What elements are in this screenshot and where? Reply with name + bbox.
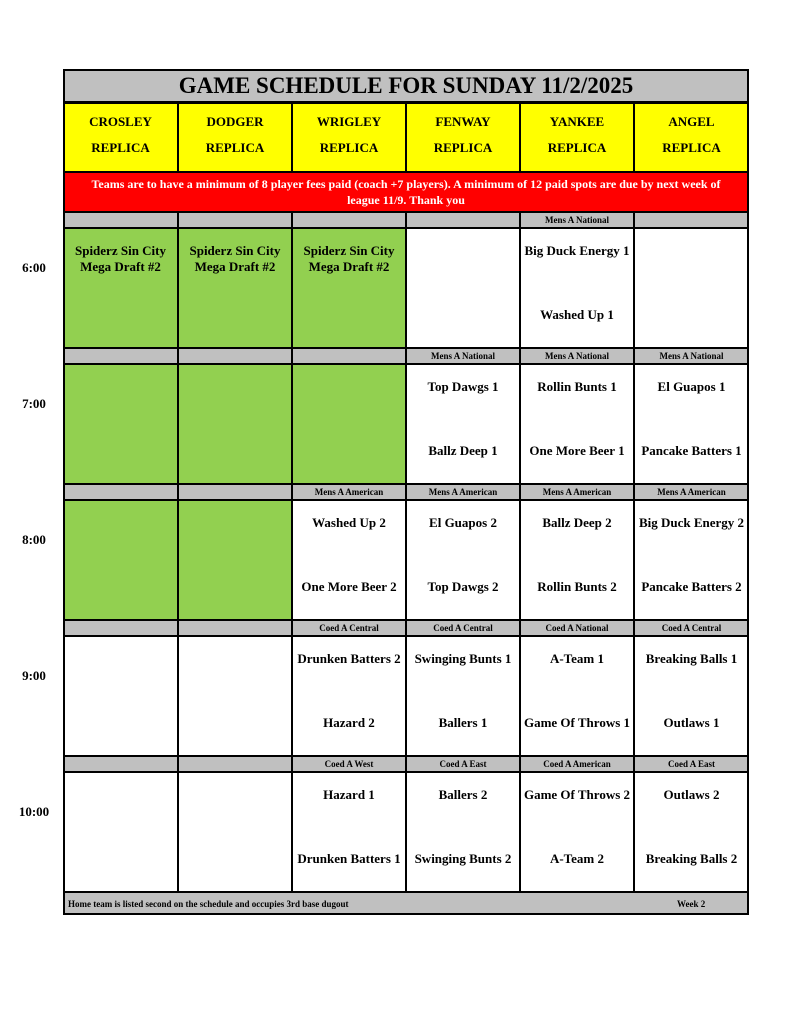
division-label: Mens A American [292, 484, 406, 500]
field-name: ANGEL [668, 114, 715, 129]
division-label [406, 212, 520, 228]
division-label [178, 348, 292, 364]
field-header-angel [634, 103, 749, 172]
home-team: Rollin Bunts 2 [537, 579, 617, 594]
page-title: GAME SCHEDULE FOR SUNDAY 11/2/2025 [63, 69, 749, 103]
field-subtitle: REPLICA [319, 140, 379, 155]
division-label: Coed A East [634, 756, 749, 772]
field-name: DODGER [206, 114, 264, 129]
field-header-yankee [520, 103, 634, 172]
home-team: Drunken Batters 1 [297, 851, 401, 866]
division-label: Mens A American [406, 484, 520, 500]
visiting-team: Spiderz Sin City Mega Draft #2 [189, 243, 281, 274]
division-label: Coed A Central [292, 620, 406, 636]
home-team-note: Home team is listed second on the schedule and occupies 3rd base dugout [68, 899, 349, 909]
division-label [634, 212, 749, 228]
field-name: FENWAY [435, 114, 491, 129]
division-label [63, 212, 178, 228]
game-cell [292, 228, 406, 348]
game-cell [63, 636, 178, 756]
division-label [178, 212, 292, 228]
field-header-crosley [63, 103, 178, 172]
field-subtitle: REPLICA [547, 140, 607, 155]
division-label [63, 620, 178, 636]
visiting-team: Breaking Balls 1 [645, 651, 738, 666]
division-label: Coed A American [520, 756, 634, 772]
visiting-team: Ballz Deep 2 [542, 515, 612, 530]
home-team: Hazard 2 [323, 715, 375, 730]
division-label [63, 484, 178, 500]
game-cell [292, 772, 406, 892]
home-team: A-Team 2 [549, 851, 605, 866]
visiting-team: Ballers 2 [438, 787, 488, 802]
home-team: Ballers 1 [438, 715, 488, 730]
visiting-team: Hazard 1 [323, 787, 375, 802]
division-label: Mens A National [406, 348, 520, 364]
game-cell [520, 772, 634, 892]
game-cell [520, 500, 634, 620]
division-label: Mens A American [634, 484, 749, 500]
week-label: Week 2 [677, 899, 706, 909]
division-label: Coed A Central [634, 620, 749, 636]
field-subtitle: REPLICA [91, 140, 150, 155]
field-subtitle: REPLICA [205, 140, 265, 155]
home-team: Ballz Deep 1 [428, 443, 498, 458]
notice-banner: Teams are to have a minimum of 8 player fees paid (coach +7 players). A minimum of 12 paid spots are due by next week of league 11/9. Thank you [63, 172, 749, 212]
visiting-team: Spiderz Sin City Mega Draft #2 [74, 243, 166, 274]
game-cell [63, 500, 178, 620]
home-team: Washed Up 1 [540, 307, 614, 322]
game-cell [634, 228, 749, 348]
division-label: Mens A National [634, 348, 749, 364]
visiting-team: A-Team 1 [549, 651, 605, 666]
game-cell [63, 364, 178, 484]
time-label: 6:00 [22, 260, 46, 275]
field-subtitle: REPLICA [433, 140, 493, 155]
visiting-team: Outlaws 2 [663, 787, 720, 802]
game-cell [634, 500, 749, 620]
game-cell [634, 636, 749, 756]
division-label [292, 348, 406, 364]
home-team: Breaking Balls 2 [645, 851, 738, 866]
visiting-team: Big Duck Energy 1 [524, 243, 630, 258]
game-cell [178, 772, 292, 892]
game-cell [634, 364, 749, 484]
time-label: 10:00 [18, 804, 50, 819]
home-team: One More Beer 1 [529, 443, 625, 458]
field-header-fenway [406, 103, 520, 172]
time-label: 9:00 [22, 668, 46, 683]
game-cell [634, 772, 749, 892]
field-subtitle: REPLICA [662, 140, 721, 155]
division-label [63, 756, 178, 772]
field-name: WRIGLEY [316, 114, 382, 129]
visiting-team: Rollin Bunts 1 [537, 379, 617, 394]
game-cell [406, 500, 520, 620]
division-label [292, 212, 406, 228]
game-cell [178, 500, 292, 620]
field-name: YANKEE [549, 114, 605, 129]
home-team: Top Dawgs 2 [427, 579, 499, 594]
game-cell [63, 772, 178, 892]
game-cell [292, 364, 406, 484]
home-team: Pancake Batters 1 [641, 443, 742, 458]
game-cell [520, 636, 634, 756]
division-label: Coed A East [406, 756, 520, 772]
game-cell [63, 228, 178, 348]
schedule-sheet [63, 69, 749, 917]
game-cell [406, 772, 520, 892]
footer-bar [63, 891, 749, 915]
game-cell [178, 228, 292, 348]
visiting-team: Big Duck Energy 2 [638, 515, 745, 530]
time-label: 7:00 [22, 396, 46, 411]
home-team: One More Beer 2 [301, 579, 397, 594]
visiting-team: Game Of Throws 2 [523, 787, 631, 802]
home-team: Swinging Bunts 2 [414, 851, 512, 866]
visiting-team: Swinging Bunts 1 [414, 651, 512, 666]
game-cell [292, 636, 406, 756]
division-label: Coed A Central [406, 620, 520, 636]
division-label: Mens A National [520, 348, 634, 364]
field-header-wrigley [292, 103, 406, 172]
home-team: Game Of Throws 1 [523, 715, 631, 730]
game-cell [178, 636, 292, 756]
game-cell [406, 364, 520, 484]
visiting-team: El Guapos 2 [429, 515, 497, 530]
division-label [63, 348, 178, 364]
game-cell [178, 364, 292, 484]
game-cell [520, 228, 634, 348]
division-label: Coed A West [292, 756, 406, 772]
division-label: Mens A American [520, 484, 634, 500]
home-team: Pancake Batters 2 [641, 579, 742, 594]
division-label [178, 756, 292, 772]
visiting-team: Spiderz Sin City Mega Draft #2 [303, 243, 395, 274]
game-cell [292, 500, 406, 620]
field-name: CROSLEY [89, 114, 152, 129]
visiting-team: Drunken Batters 2 [297, 651, 401, 666]
time-label: 8:00 [22, 532, 46, 547]
game-cell [406, 636, 520, 756]
division-label [178, 484, 292, 500]
visiting-team: El Guapos 1 [657, 379, 726, 394]
division-label: Mens A National [520, 212, 634, 228]
division-label [178, 620, 292, 636]
visiting-team: Top Dawgs 1 [427, 379, 499, 394]
division-label: Coed A National [520, 620, 634, 636]
game-cell [406, 228, 520, 348]
field-header-dodger [178, 103, 292, 172]
game-cell [520, 364, 634, 484]
visiting-team: Washed Up 2 [312, 515, 386, 530]
home-team: Outlaws 1 [663, 715, 720, 730]
